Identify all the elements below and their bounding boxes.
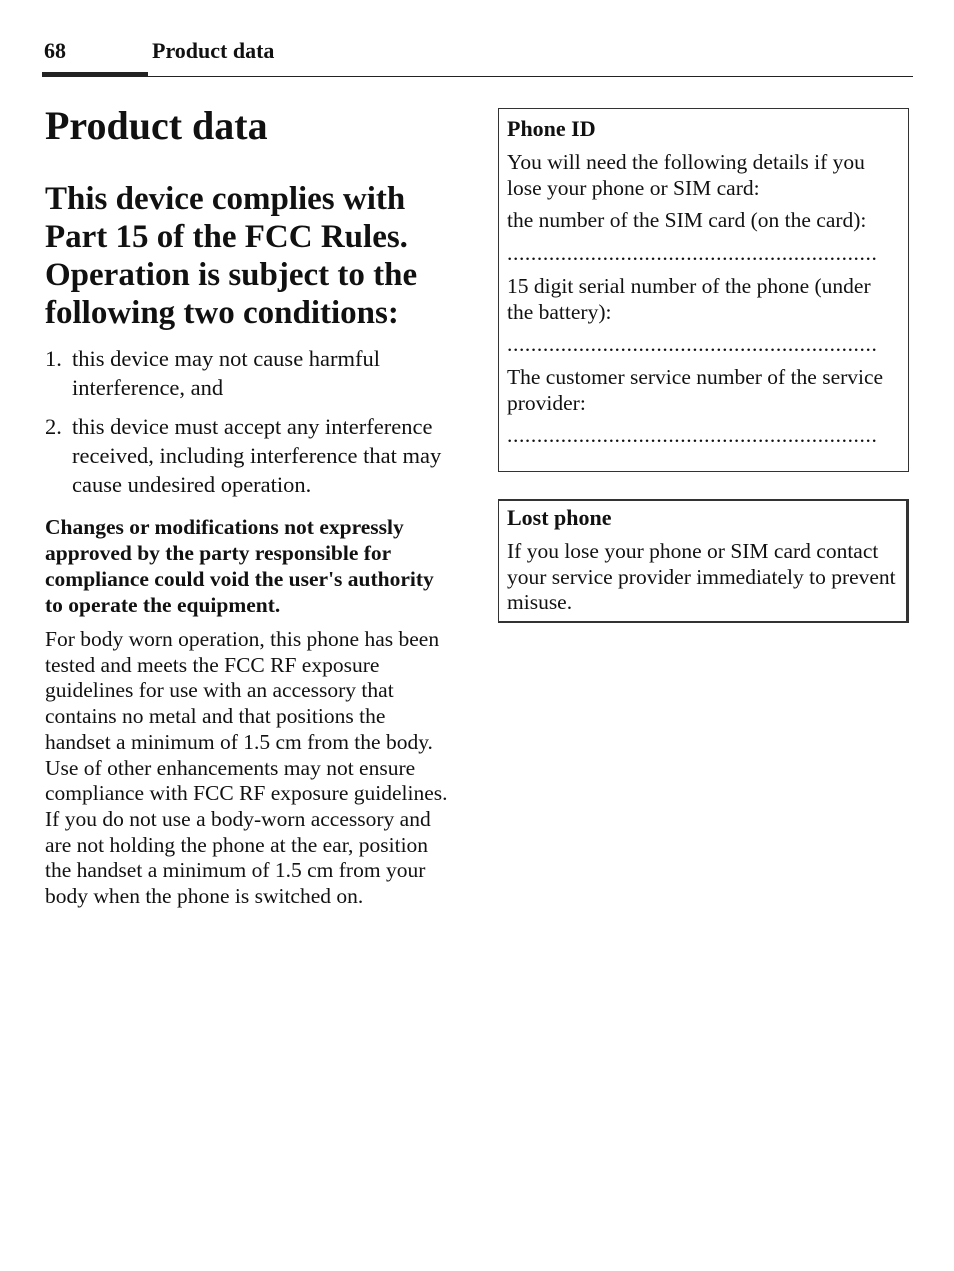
conditions-list bbox=[45, 344, 453, 499]
serial-number-label: 15 digit serial number of the phone (under the battery): bbox=[507, 273, 871, 324]
list-text: this device may not cause harmful interference, and bbox=[72, 346, 381, 400]
lost-phone-title: Lost phone bbox=[507, 505, 612, 530]
page-number: 68 bbox=[44, 38, 66, 63]
list-item bbox=[45, 412, 453, 499]
serial-number-blank: .............................................................. bbox=[507, 332, 878, 357]
list-number: 2. bbox=[45, 414, 62, 439]
main-column bbox=[45, 102, 453, 910]
phone-id-intro: You will need the following details if you lose your phone or SIM card: bbox=[507, 150, 865, 200]
service-number-blank: .............................................................. bbox=[507, 423, 878, 448]
list-text: this device must accept any interference received, including interference that may cause undesired operation. bbox=[72, 414, 442, 497]
fcc-heading: This device complies with Part 15 of the FCC Rules. Operation is subject to the following two conditions: bbox=[45, 181, 418, 331]
sim-number-blank: .............................................................. bbox=[507, 241, 878, 266]
modification-warning: Changes or modifications not expressly approved by the party responsible for compliance could void the user's authority to operate the equipment. bbox=[45, 515, 434, 617]
service-number-label: The customer service number of the service provider: bbox=[507, 364, 884, 415]
body-worn-paragraph: For body worn operation, this phone has been tested and meets the FCC RF exposure guidelines for use with an accessory that contains no metal and that positions the handset a minimum of 1.5 cm from the body. Use of other enhancements may not ensure compliance with FCC RF exposure guidelines. If you do not use a body-worn accessory and are not holding the phone at the ear, position the handset a minimum of 1.5 cm from your body when the phone is switched on. bbox=[45, 627, 448, 909]
running-title: Product data bbox=[152, 38, 275, 63]
page-title: Product data bbox=[45, 103, 268, 148]
header-rule bbox=[42, 76, 913, 77]
sim-number-label: the number of the SIM card (on the card): bbox=[507, 208, 867, 233]
list-item bbox=[45, 344, 453, 402]
phone-id-box bbox=[498, 108, 909, 472]
lost-phone-text: If you lose your phone or SIM card contact your service provider immediately to prevent misuse. bbox=[507, 539, 896, 615]
phone-id-title: Phone ID bbox=[507, 116, 596, 141]
list-number: 1. bbox=[45, 346, 62, 371]
lost-phone-box bbox=[498, 499, 909, 623]
